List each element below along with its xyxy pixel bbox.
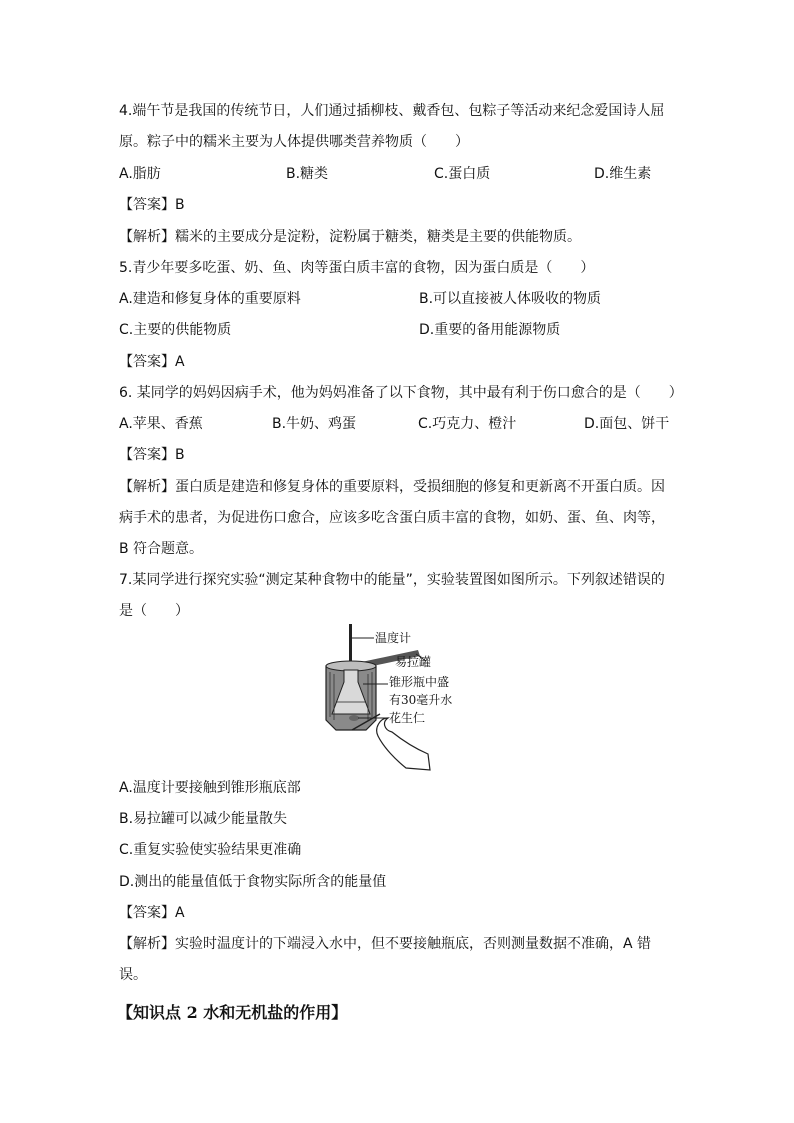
q5-option-b: B.可以直接被人体吸收的物质 [419,291,602,307]
q7-analysis-line2: 误。 [119,967,147,983]
q6-stem: 6. 某同学的妈妈因病手术，他为妈妈准备了以下食物，其中最有利于伤口愈合的是（ ） [119,385,683,401]
q4-option-c: C.蛋白质 [434,166,491,182]
q5-option-c: C.主要的供能物质 [119,322,232,338]
q5-answer: 【答案】A [119,354,185,370]
q5-stem: 5.青少年要多吃蛋、奶、鱼、肉等蛋白质丰富的食物，因为蛋白质是（ ） [119,260,595,276]
q6-analysis-line1: 【解析】蛋白质是建造和修复身体的重要原料，受损细胞的修复和更新离不开蛋白质。因 [119,479,665,495]
q5-option-a: A.建造和修复身体的重要原料 [119,291,301,307]
q7-option-a: A.温度计要接触到锥形瓶底部 [119,780,301,796]
label-thermometer: 温度计 [375,631,412,645]
q6-option-b: B.牛奶、鸡蛋 [272,416,357,432]
q5-option-d: D.重要的备用能源物质 [419,322,561,338]
label-can: 易拉罐 [395,655,432,669]
q4-analysis: 【解析】糯米的主要成分是淀粉，淀粉属于糖类，糖类是主要的供能物质。 [119,229,581,245]
q4-stem-line2: 原。粽子中的糯米主要为人体提供哪类营养物质（ ） [119,134,469,150]
experiment-apparatus-figure [318,622,478,774]
q6-option-c: C.巧克力、橙汁 [418,416,517,432]
q6-answer: 【答案】B [119,447,185,463]
q6-analysis-line3: B 符合题意。 [119,541,204,557]
q6-option-a: A.苹果、香蕉 [119,416,203,432]
q4-option-b: B.糖类 [286,166,329,182]
q4-option-d: D.维生素 [594,166,652,182]
q7-analysis-line1: 【解析】实验时温度计的下端浸入水中，但不要接触瓶底，否则测量数据不准确，A 错 [119,936,652,952]
q7-option-b: B.易拉罐可以减少能量散失 [119,811,288,827]
peanut-illustration [349,715,359,721]
q7-stem-line1: 7.某同学进行探究实验“测定某种食物中的能量”，实验装置图如图所示。下列叙述错误的 [119,572,665,588]
q4-answer: 【答案】B [119,197,185,213]
section-heading: 【知识点 2 水和无机盐的作用】 [117,1003,348,1022]
q7-option-d: D.测出的能量值低于食物实际所含的能量值 [119,874,387,890]
q4-option-a: A.脂肪 [119,166,161,182]
q6-analysis-line2: 病手术的患者，为促进伤口愈合，应该多吃含蛋白质丰富的食物，如奶、蛋、鱼、肉等， [119,510,665,526]
q7-stem-line2: 是（ ） [119,603,189,619]
label-flask-line2: 有30毫升水 [389,693,453,707]
q4-stem-line1: 4.端午节是我国的传统节日，人们通过插柳枝、戴香包、包粽子等活动来纪念爱国诗人屈 [119,103,665,119]
q6-option-d: D.面包、饼干 [584,416,670,432]
hand-illustration [377,718,430,770]
q7-option-c: C.重复实验使实验结果更准确 [119,842,302,858]
label-flask-line1: 锥形瓶中盛 [389,675,450,689]
label-peanut: 花生仁 [389,711,426,725]
q7-answer: 【答案】A [119,905,185,921]
